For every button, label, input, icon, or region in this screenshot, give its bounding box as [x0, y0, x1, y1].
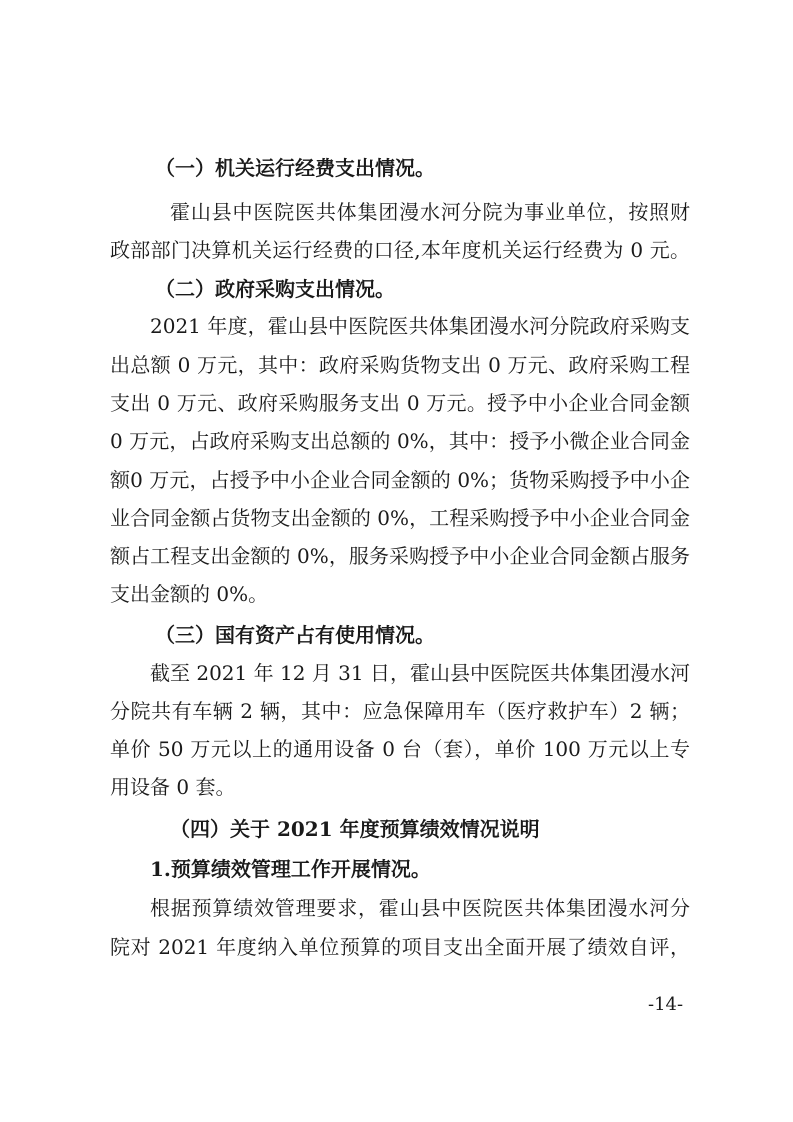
paragraph-line: 业合同金额占货物支出金额的 0%，工程采购授予中小企业合同金: [110, 506, 690, 530]
paragraph-line: 政部部门决算机关运行经费的口径,本年度机关运行经费为 0 元。: [110, 238, 690, 262]
section-heading-1: （一）机关运行经费支出情况。: [155, 156, 435, 180]
subsection-heading: 1.预算绩效管理工作开展情况。: [150, 857, 431, 881]
section-heading-3: （三）国有资产占有使用情况。: [155, 623, 435, 647]
section-heading-2: （二）政府采购支出情况。: [155, 277, 395, 301]
paragraph-line: 分院共有车辆 2 辆，其中：应急保障用车（医疗救护车）2 辆；: [110, 699, 690, 723]
paragraph-line: 额占工程支出金额的 0%，服务采购授予中小企业合同金额占服务: [110, 544, 690, 568]
paragraph-line: 0 万元，占政府采购支出总额的 0%，其中：授予小微企业合同金: [110, 429, 690, 453]
paragraph-line: 根据预算绩效管理要求，霍山县中医院医共体集团漫水河分: [150, 896, 690, 920]
paragraph-line: 截至 2021 年 12 月 31 日，霍山县中医院医共体集团漫水河: [150, 661, 690, 685]
section-heading-4: （四）关于 2021 年度预算绩效情况说明: [170, 817, 540, 841]
paragraph-line: 院对 2021 年度纳入单位预算的项目支出全面开展了绩效自评，: [110, 935, 690, 959]
page-number: -14-: [648, 994, 684, 1015]
paragraph-line: 出总额 0 万元，其中：政府采购货物支出 0 万元、政府采购工程: [110, 353, 690, 377]
paragraph-line: 用设备 0 套。: [110, 775, 236, 799]
paragraph-line: 2021 年度，霍山县中医院医共体集团漫水河分院政府采购支: [150, 314, 690, 338]
paragraph-line: 额0 万元，占授予中小企业合同金额的 0%；货物采购授予中小企: [110, 468, 690, 492]
paragraph-line: 支出 0 万元、政府采购服务支出 0 万元。授予中小企业合同金额: [110, 391, 690, 415]
paragraph-line: 单价 50 万元以上的通用设备 0 台（套），单价 100 万元以上专: [110, 737, 690, 761]
paragraph-line: 支出金额的 0%。: [110, 582, 269, 606]
paragraph-line: 霍山县中医院医共体集团漫水河分院为事业单位，按照财: [170, 200, 690, 224]
